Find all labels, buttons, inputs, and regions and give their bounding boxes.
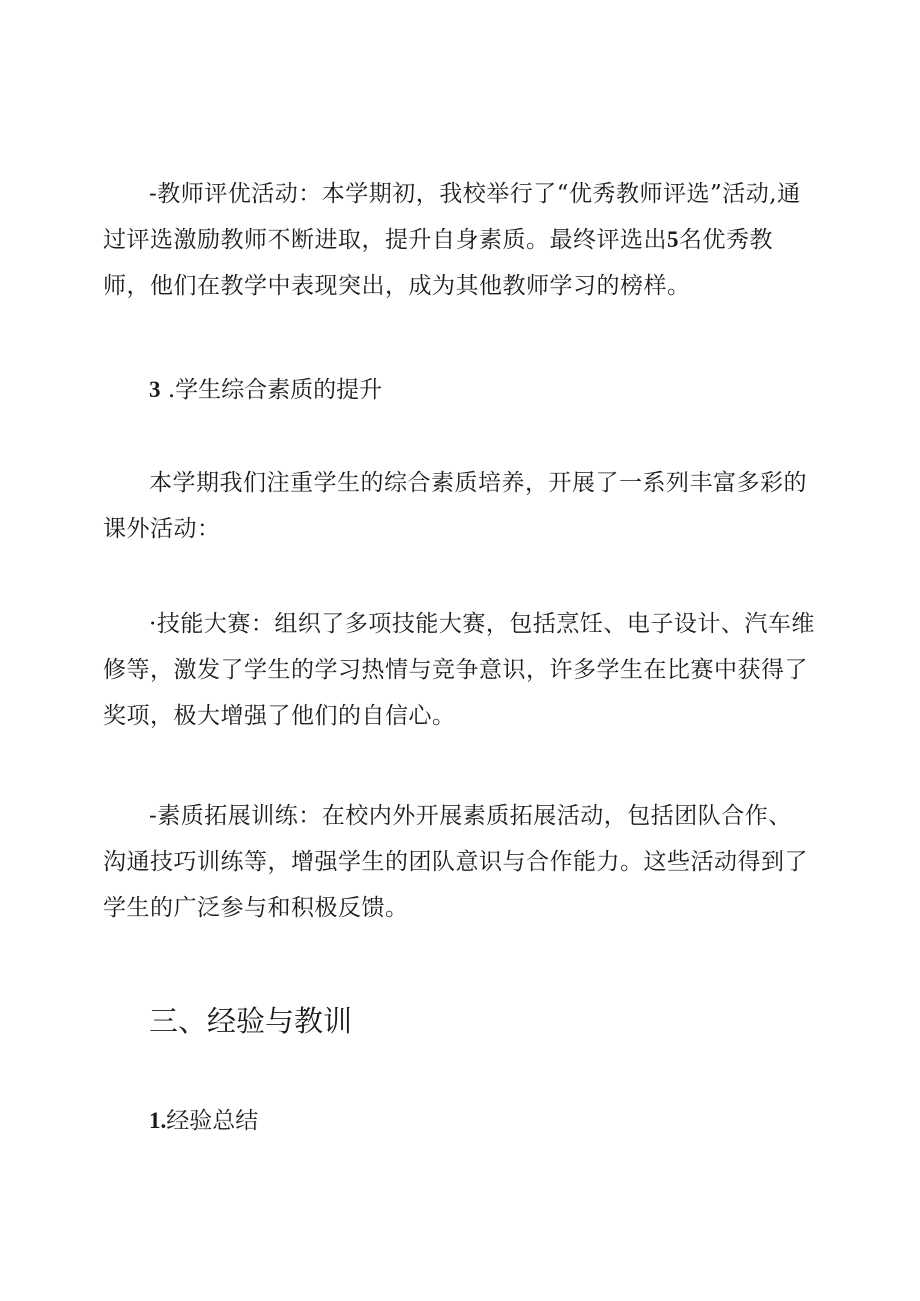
paragraph-teacher-evaluation [103, 171, 815, 309]
paragraph-text: 技能大赛：组织了多项技能大赛，包括烹饪、电子设计、汽车维修等，激发了学生的学习热情与竞争意识，许多学生在比赛中获得了奖项，极大增强了他们的自信心。 [103, 611, 815, 729]
heading-experience-summary [149, 1106, 258, 1136]
paragraph-text: 名优秀教师，他们在教学中表现突出，成为其他教师学习的榜样。 [103, 227, 773, 299]
paragraph-intro: 本学期我们注重学生的综合素质培养，开展了一系列丰富多彩的课外活动： [103, 470, 807, 542]
heading-number: 3 [149, 377, 161, 402]
paragraph-text: 素质拓展训练：在校内外开展素质拓展活动，包括团队合作、沟通技巧训练等，增强学生的团队意识与合作能力。这些活动得到了学生的广泛参与和积极反馈。 [103, 803, 808, 921]
paragraph-text: 教师评优活动：本学期初，我校举行了“优秀教师评选”活动,通过评选激励教师不断进取，提升自身素质。最终评选出 [103, 181, 801, 253]
heading-number: 1. [149, 1108, 167, 1133]
heading-text: .学生综合素质的提升 [167, 377, 383, 403]
bullet-dot: · [149, 611, 157, 637]
paragraph-skills-contest [103, 601, 815, 739]
heading-text: 经验总结 [166, 1108, 259, 1134]
bullet-dash: - [149, 803, 158, 829]
section-heading-experience: 三、经验与教训 [149, 1004, 353, 1038]
bullet-dash: - [149, 181, 158, 207]
paragraph-quality-training [103, 793, 815, 931]
bold-number: 5 [667, 227, 679, 252]
heading-student-quality [149, 375, 382, 405]
